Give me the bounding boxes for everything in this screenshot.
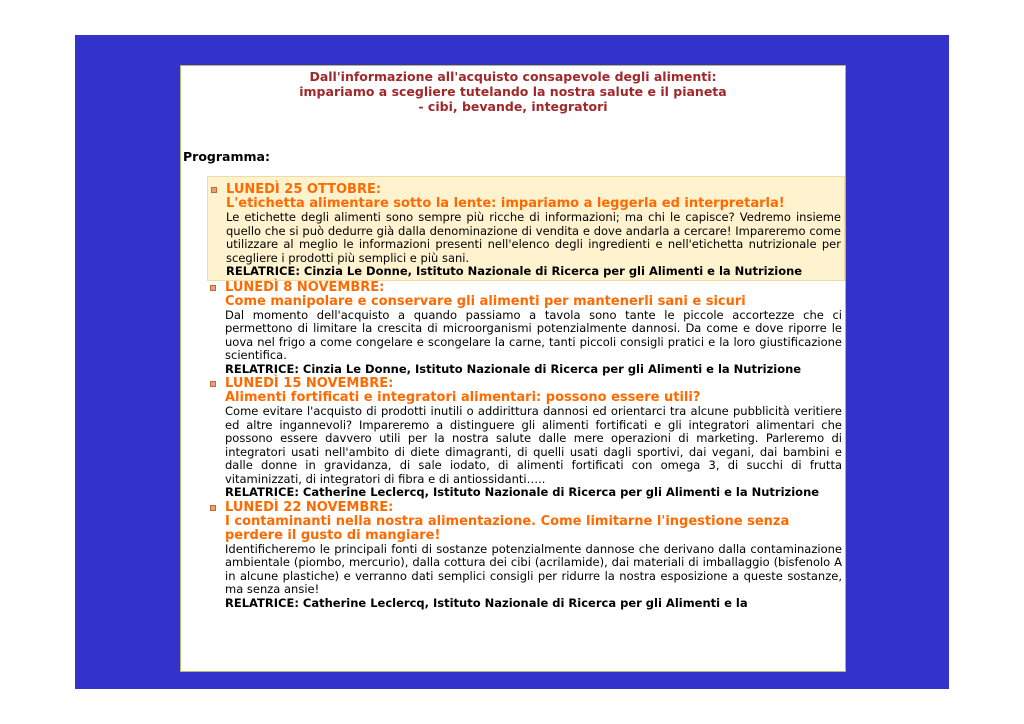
item-date: LUNEDÌ 15 NOVEMBRE:: [225, 376, 394, 391]
square-bullet-icon: [210, 285, 216, 291]
programma-label: Programma:: [183, 149, 270, 164]
list-item: [207, 501, 845, 612]
item-relatrice: RELATRICE: Cinzia Le Donne, Istituto Nazionale di Ricerca per gli Alimenti e la Nutrizione: [225, 361, 802, 376]
title-line: - cibi, bevande, integratori: [418, 99, 608, 114]
list-item: [207, 377, 845, 501]
document-page: [180, 65, 846, 672]
program-list: [207, 176, 845, 611]
item-date: LUNEDÌ 22 NOVEMBRE:: [225, 499, 394, 515]
item-body: Le etichette degli alimenti sono sempre più ricche di informazioni; ma chi le capisce? Vedremo insieme quello che si può dedurre già dalla denominazione di vendita e dove andarla a cercare! Impareremo come utilizzare al meglio le informazioni presenti nell'elenco degli ingredienti e nell'etichetta nutrizionale per scegliere i prodotti più semplici e più sani.: [226, 210, 841, 265]
item-body: Dal momento dell'acquisto a quando passiamo a tavola sono tante le piccole accortezze che ci permettono di limitare la crescita di microorganismi potenzialmente dannosi. Da come e dove riporre le uova nel frigo a come congelare e scongelare la carne, tanti piccoli consigli pratici e la loro giustificazione scientifica.: [225, 307, 842, 362]
title-line: Dall'informazione all'acquisto consapevole degli alimenti:: [309, 69, 717, 84]
list-item: [207, 176, 845, 281]
document-title: [181, 69, 845, 114]
item-relatrice: RELATRICE: Catherine Leclercq, Istituto Nazionale di Ricerca per gli Alimenti e la: [225, 595, 748, 610]
item-subtitle: Alimenti fortificati e integratori alimentari: possono essere utili?: [225, 390, 701, 405]
square-bullet-icon: [211, 187, 217, 193]
item-subtitle: Come manipolare e conservare gli alimenti per mantenerli sani e sicuri: [225, 293, 746, 309]
list-item: [207, 281, 845, 378]
item-body: Come evitare l'acquisto di prodotti inutili o addirittura dannosi ed orientarci tra alcune pubblicità veritiere ed altre ingannevoli? Impareremo a distinguere gli alimenti fortificati e gli integratori alimentari che possono essere davvero utili per la nostra salute dalle mere operazioni di marketing. Parleremo di integratori usati nell'ambito di diete dimagranti, di quelli usati dagli sportivi, dai vegani, dai bambini e dalle donne in gravidanza, di sale iodato, di alimenti fortificati con omega 3, di succhi di frutta vitaminizzati, di integratori di fibra e di antiossidanti…..: [225, 404, 842, 486]
item-relatrice: RELATRICE: Cinzia Le Donne, Istituto Nazionale di Ricerca per gli Alimenti e la Nutrizione: [226, 264, 803, 278]
title-line: impariamo a scegliere tutelando la nostra salute e il pianeta: [299, 84, 727, 99]
item-relatrice: RELATRICE: Catherine Leclercq, Istituto Nazionale di Ricerca per gli Alimenti e la Nutrizione: [225, 485, 820, 499]
item-body: Identificheremo le principali fonti di sostanze potenzialmente dannose che derivano dalla contaminazione ambientale (piombo, mercurio), dalla cottura dei cibi (acrilamide), dai materiali di imballaggio (bisfenolo A in alcune plastiche) e verranno dati semplici consigli per ridurre la nostra esposizione a queste sostanze, ma senza ansie!: [225, 541, 842, 596]
square-bullet-icon: [210, 505, 216, 511]
item-date: LUNEDÌ 8 NOVEMBRE:: [225, 279, 385, 295]
square-bullet-icon: [210, 381, 216, 387]
item-date: LUNEDÌ 25 OTTOBRE:: [226, 182, 382, 197]
item-subtitle: I contaminanti nella nostra alimentazione. Come limitarne l'ingestione senza perdere il gusto di mangiare!: [225, 513, 790, 543]
item-subtitle: L'etichetta alimentare sotto la lente: impariamo a leggerla ed interpretarla!: [226, 196, 785, 211]
